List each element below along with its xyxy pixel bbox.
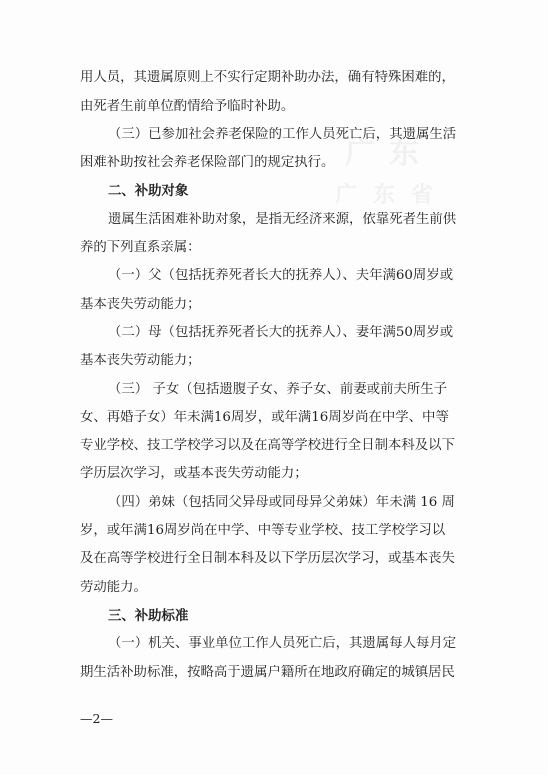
body-text-line: 养的下列直系亲属： xyxy=(80,240,201,255)
body-text-line: 用人员，其遗属原则上不实行定期补助办法，确有特殊困难的， xyxy=(80,70,455,85)
body-text-line: 期生活补助标准，按略高于遗属户籍所在地政府确定的城镇居民 xyxy=(80,665,455,680)
body-text-line: 女、再婚子女）年未满16周岁，或年满16周岁尚在中学、中等 xyxy=(80,410,449,425)
body-text-line: （三）已参加社会养老保险的工作人员死亡后，其遗属生活 xyxy=(108,127,457,142)
section-heading: 二、补助对象 xyxy=(108,183,189,199)
body-text-line: 由死者生前单位酌情给予临时补助。 xyxy=(80,99,295,114)
body-text-line: （二）母（包括抚养死者长大的抚养人）、妻年满50周岁或 xyxy=(108,325,454,340)
page-number: —2— xyxy=(80,711,113,726)
body-text-line: （三） 子女（包括遗腹子女、养子女、前妻或前夫所生子 xyxy=(108,382,448,397)
body-text-line: 岁，或年满16周岁尚在中学、中等专业学校、技工学校学习以 xyxy=(80,523,446,538)
body-text-line: 劳动能力。 xyxy=(80,580,147,595)
faint-stamp-watermark: 广东 xyxy=(345,136,433,171)
body-text-line: 及在高等学校进行全日制本科及以下学历层次学习，或基本丧失 xyxy=(80,551,455,566)
body-text-line: 基本丧失劳动能力； xyxy=(80,353,201,368)
body-text-line: 遗属生活困难补助对象，是指无经济来源，依靠死者生前供 xyxy=(108,212,457,227)
body-text-line: 困难补助按社会养老保险部门的规定执行。 xyxy=(80,155,335,170)
section-heading: 三、补助标准 xyxy=(108,608,189,624)
body-text-line: （四）弟妹（包括同父异母或同母异父弟妹）年未满 16 周 xyxy=(108,495,455,510)
body-text-line: 学历层次学习，或基本丧失劳动能力； xyxy=(80,466,308,481)
body-text-line: 基本丧失劳动能力； xyxy=(80,297,201,312)
faint-stamp-watermark-2: 广东省 xyxy=(335,182,450,208)
body-text-line: （一）父（包括抚养死者长大的抚养人）、夫年满60周岁或 xyxy=(108,268,454,283)
body-text-line: （一）机关、事业单位工作人员死亡后，其遗属每人每月定 xyxy=(108,636,457,651)
body-text-line: 专业学校、技工学校学习以及在高等学校进行全日制本科及以下 xyxy=(80,438,455,453)
